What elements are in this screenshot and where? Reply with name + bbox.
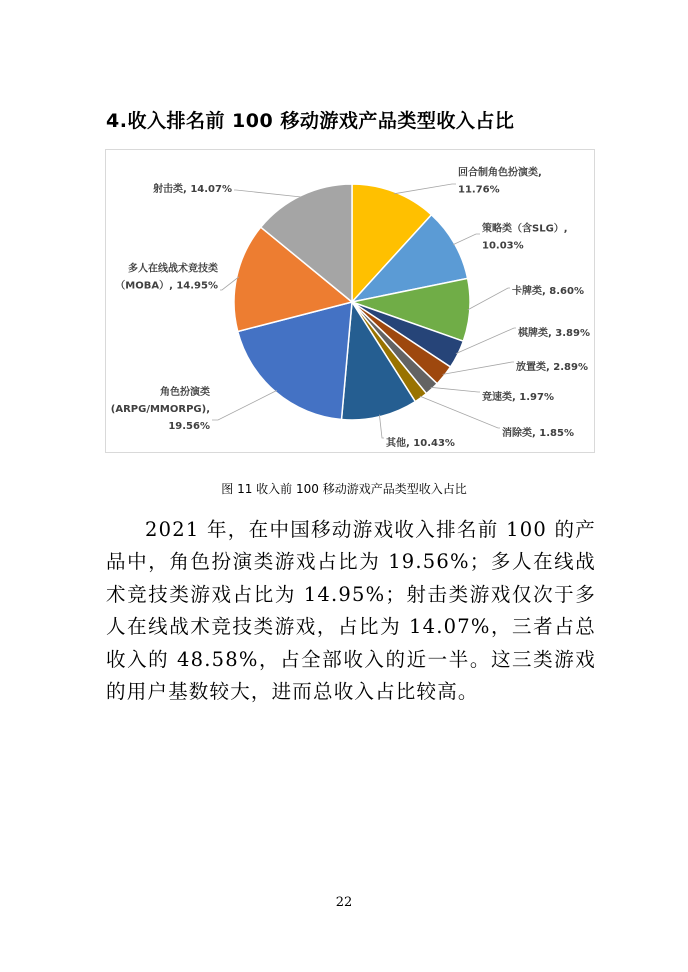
data-label: 多人在线战术竞技类 <box>128 263 218 275</box>
data-label: 放置类, 2.89% <box>516 362 588 373</box>
data-label: 卡牌类, 8.60% <box>512 286 584 297</box>
data-label: 消除类, 1.85% <box>502 428 574 439</box>
leader-line <box>379 415 384 438</box>
page-number: 22 <box>335 895 353 910</box>
leader-line <box>212 390 277 420</box>
section-heading: 4.收入排名前 100 移动游戏产品类型收入占比 <box>106 110 515 132</box>
data-label: 回合制角色扮演类, <box>458 167 542 179</box>
pie-chart <box>106 150 596 454</box>
data-label: (ARPG/MMORPG), <box>110 404 210 415</box>
leader-line <box>453 234 480 245</box>
data-label: （MOBA）, 14.95% <box>115 280 218 292</box>
data-label: 10.03% <box>482 240 524 252</box>
leader-line <box>431 387 480 392</box>
data-label: 竞速类, 1.97% <box>482 392 554 403</box>
pie-chart-frame <box>105 149 595 453</box>
data-label: 角色扮演类 <box>160 387 210 398</box>
data-label: 其他, 10.43% <box>386 438 455 449</box>
leader-line <box>394 184 456 194</box>
data-label: 策略类（含SLG）, <box>482 223 568 235</box>
data-label: 11.76% <box>458 184 500 196</box>
leader-line <box>234 190 302 197</box>
figure-caption: 图 11 收入前 100 移动游戏产品类型收入占比 <box>221 482 467 496</box>
body-paragraph: 2021 年，在中国移动游戏收入排名前 100 的产品中，角色扮演类游戏占比为 19.56%；多人在线战术竞技类游戏占比为 14.95%；射击类游戏仅次于多人在线战术竞技类游戏，占比为 14.07%，三者占总收入的 48.58%，占全部收入的近一半。这三类游戏的用户基数较大，进而总收入占比较高。 <box>106 518 596 704</box>
leader-line <box>468 288 510 310</box>
data-label: 棋牌类, 3.89% <box>518 328 590 339</box>
data-label: 19.56% <box>168 421 210 432</box>
data-label: 射击类, 14.07% <box>153 184 232 195</box>
